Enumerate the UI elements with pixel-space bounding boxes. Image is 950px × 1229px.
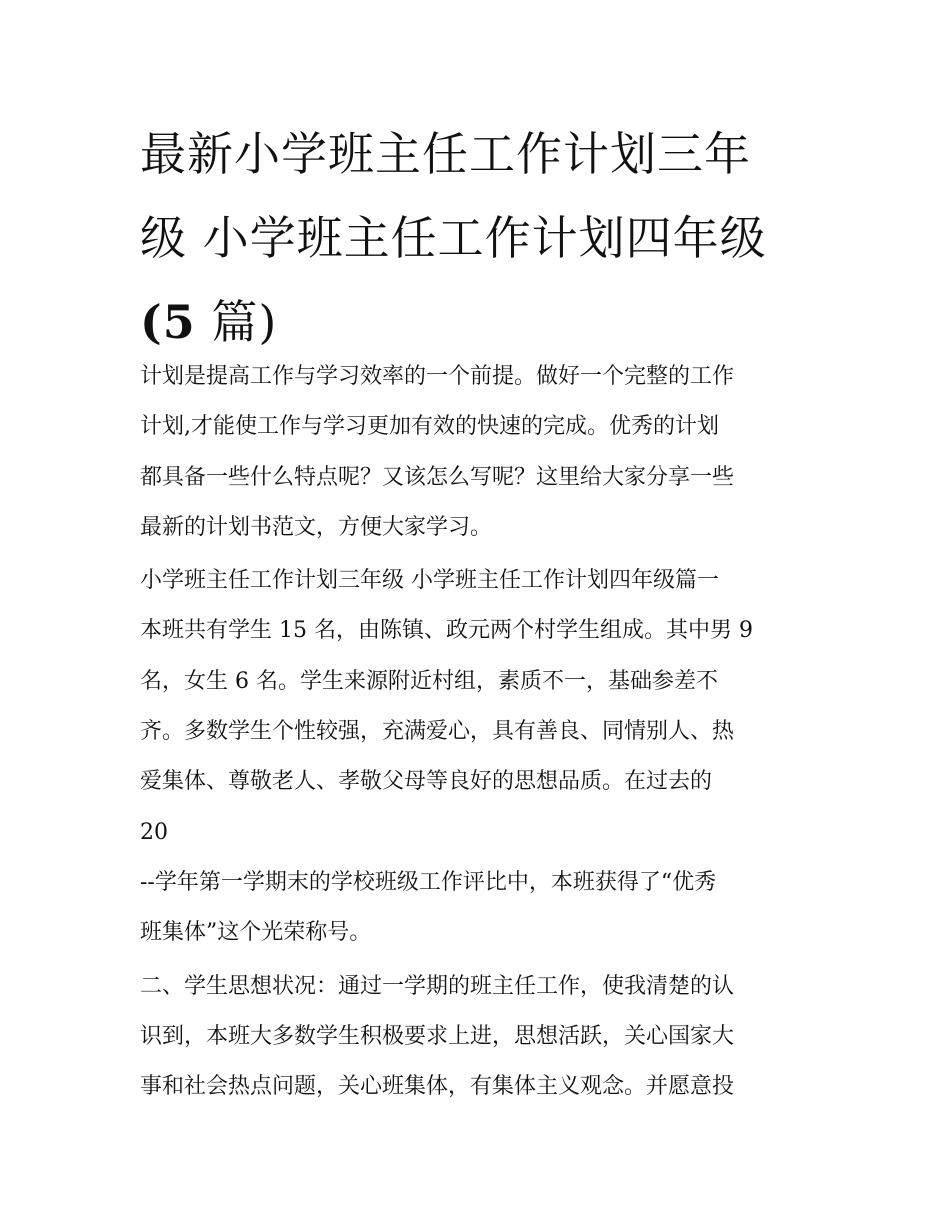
text-line: 事和社会热点问题，关心班集体，有集体主义观念。并愿意投 bbox=[140, 1074, 735, 1100]
title-line-3-rest: 篇) bbox=[195, 295, 278, 349]
text-line: 识到，本班大多数学生积极要求上进，思想活跃，关心国家大 bbox=[140, 1023, 735, 1049]
student-thinking-paragraph bbox=[140, 962, 820, 1113]
document-body bbox=[140, 352, 820, 1112]
text-line: 都具备一些什么特点呢？又该怎么写呢？这里给大家分享一些 bbox=[140, 464, 735, 490]
text-line: 爱集体、尊敬老人、孝敬父母等良好的思想品质。在过去的 bbox=[140, 769, 713, 795]
class-overview-paragraph bbox=[140, 606, 820, 958]
section-heading-paragraph bbox=[140, 556, 820, 606]
text-line: 计划是提高工作与学习效率的一个前提。做好一个完整的工作 bbox=[140, 364, 735, 389]
text-line: 班集体”这个光荣称号。 bbox=[140, 920, 372, 946]
text-line: 最新的计划书范文，方便大家学习。 bbox=[140, 514, 493, 540]
text-line: --学年第一学期末的学校班级工作评比中，本班获得了“优秀 bbox=[140, 869, 717, 895]
text-line: 齐。多数学生个性较强，充满爱心，具有善良、同情别人、热 bbox=[140, 719, 735, 745]
text-line: 小学班主任工作计划三年级 小学班主任工作计划四年级篇一 bbox=[140, 568, 719, 594]
title-paren-open: ( bbox=[140, 295, 163, 349]
document-title bbox=[140, 112, 820, 364]
text-line: 20 bbox=[140, 819, 168, 845]
intro-paragraph bbox=[140, 352, 820, 553]
text-line: 本班共有学生 15 名，由陈镇、政元两个村学生组成。其中男 9 bbox=[140, 618, 753, 644]
title-line-3 bbox=[140, 295, 277, 349]
text-line: 计划,才能使工作与学习更加有效的快速的完成。优秀的计划 bbox=[140, 414, 719, 440]
text-line: 名，女生 6 名。学生来源附近村组，素质不一，基础参差不 bbox=[140, 668, 718, 694]
title-count: 5 bbox=[162, 295, 196, 349]
text-line: 二、学生思想状况：通过一学期的班主任工作，使我清楚的认 bbox=[140, 973, 735, 999]
title-line-2: 级 小学班主任工作计划四年级 bbox=[140, 211, 767, 265]
title-line-1: 最新小学班主任工作计划三年 bbox=[140, 127, 751, 181]
